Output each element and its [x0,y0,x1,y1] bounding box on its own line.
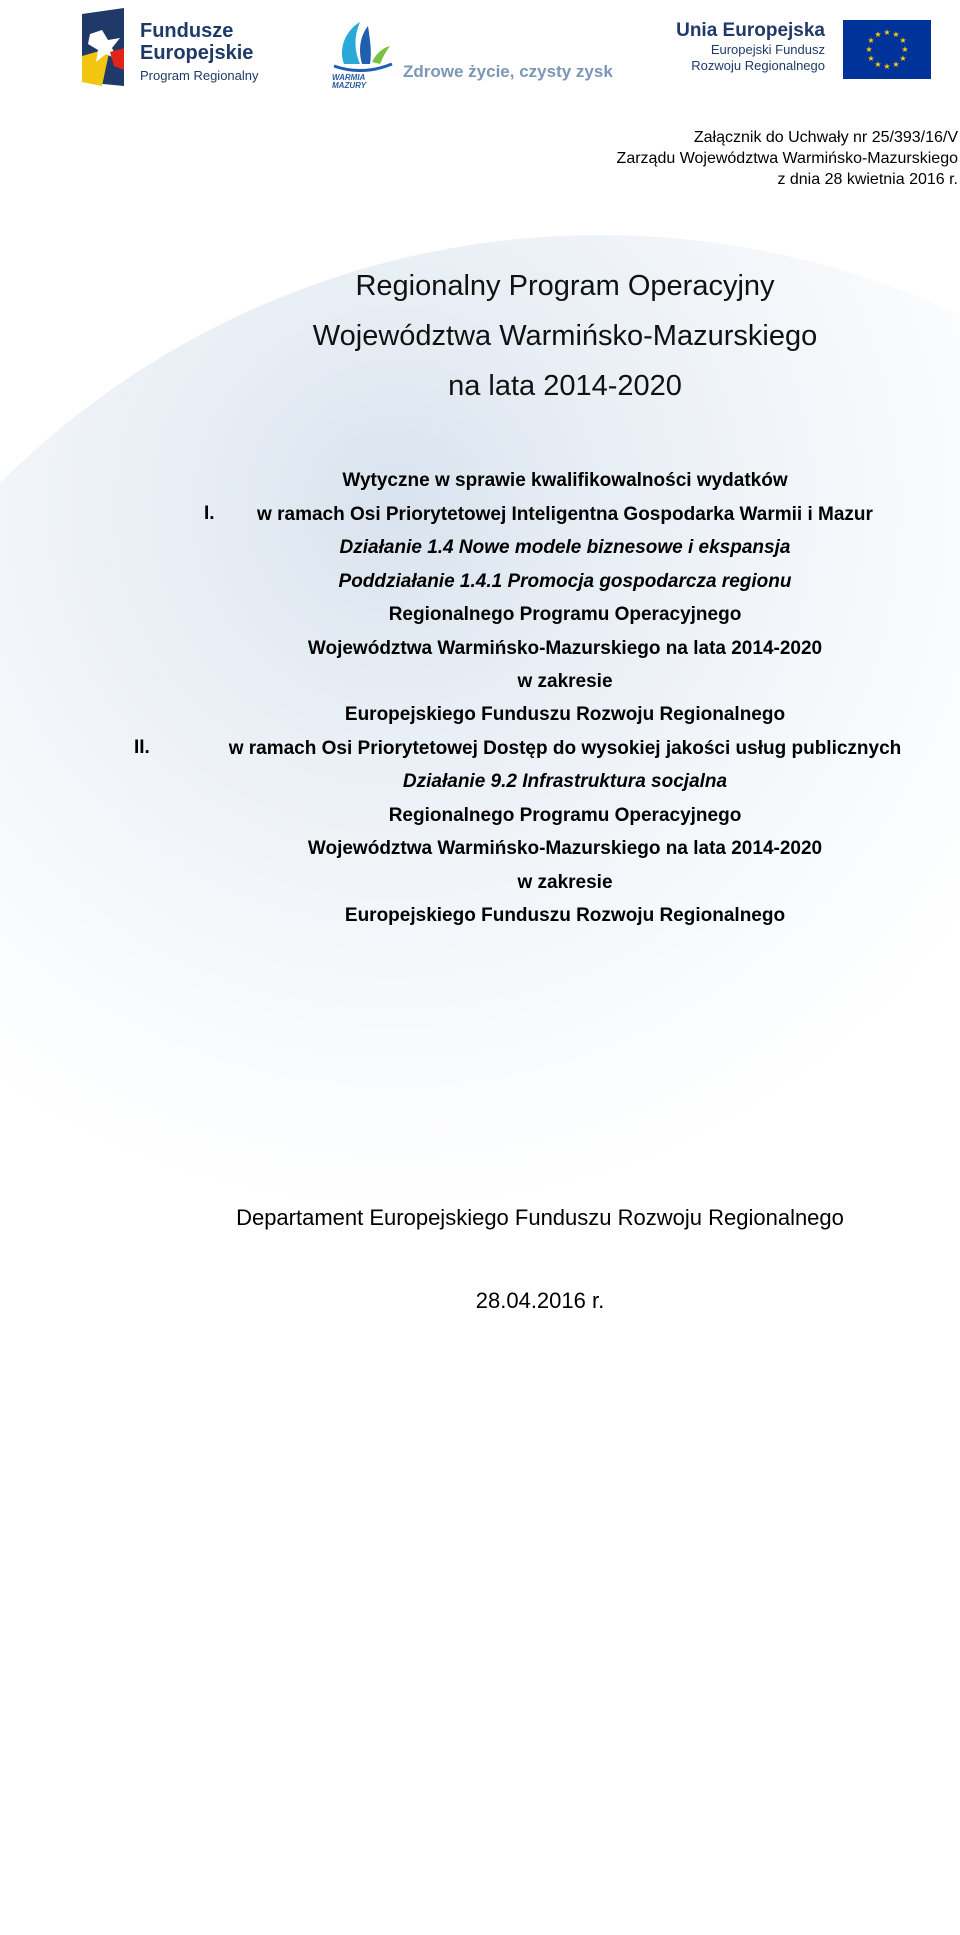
svg-text:★: ★ [883,62,891,71]
unia-europejska-logo [665,18,935,80]
annex-line2: Zarządu Województwa Warmińsko-Mazurskiego [616,150,958,167]
section2-number: II. [134,737,150,758]
warmia-mazury-wordmark [332,74,366,90]
annex-line3: z dnia 28 kwietnia 2016 r. [777,171,958,188]
svg-text:★: ★ [874,60,882,69]
warmia-mazury-sail-icon [330,18,396,74]
section1-program1: Regionalnego Programu Operacyjnego [388,604,742,625]
svg-text:★: ★ [865,45,873,54]
wm-wordmark-line2: MAZURY [332,81,367,90]
warmia-mazury-logo [330,18,620,90]
section2-action: Działanie 9.2 Infrastruktura socjalna [402,771,728,792]
section1-number: I. [204,503,215,524]
eu-flag-icon [843,20,931,79]
section2-program2: Województwa Warmińsko-Mazurskiego na lata 2014-2020 [307,838,823,859]
svg-text:★: ★ [901,45,909,54]
section1-scope: w zakresie [517,671,613,692]
ue-logo-line3: Rozwoju Regionalnego [691,58,825,73]
section1-program2: Województwa Warmińsko-Mazurskiego na lata 2014-2020 [307,638,823,659]
section2-program1: Regionalnego Programu Operacyjnego [388,805,742,826]
svg-text:★: ★ [867,36,875,45]
annex-line1: Załącznik do Uchwały nr 25/393/16/V [693,129,958,146]
department-name: Departament Europejskiego Funduszu Rozwoju Regionalnego [236,1205,844,1230]
svg-text:★: ★ [899,36,907,45]
fe-logo-line1: Fundusze [140,20,234,42]
ue-logo-line2: Europejski Fundusz [710,42,825,57]
title-line1: Regionalny Program Operacyjny [355,270,775,302]
svg-text:★: ★ [892,30,900,39]
document-date: 28.04.2016 r. [475,1288,605,1313]
section1-subaction: Poddziałanie 1.4.1 Promocja gospodarcza regionu [338,571,792,592]
ue-logo-title: Unia Europejska [676,20,825,41]
annex-note [538,127,958,190]
section2-scope: w zakresie [517,872,613,893]
intro-line: Wytyczne w sprawie kwalifikowalności wydatków [342,470,788,491]
title-line3: na lata 2014-2020 [448,370,682,402]
section1-axis: w ramach Osi Priorytetowej Inteligentna Gospodarka Warmii i Mazur [257,504,873,525]
fe-logo-line3: Program Regionalny [140,68,259,83]
fe-star-icon [80,8,136,88]
title-line2: Województwa Warmińsko-Mazurskiego [312,320,818,352]
svg-text:★: ★ [899,54,907,63]
section2-axis: w ramach Osi Priorytetowej Dostęp do wysokiej jakości usług publicznych [228,738,902,759]
fundusze-europejskie-logo [80,8,280,88]
svg-text:★: ★ [883,28,891,37]
section1-fund: Europejskiego Funduszu Rozwoju Regionalnego [344,704,786,725]
section2-fund: Europejskiego Funduszu Rozwoju Regionalnego [344,905,786,926]
section1-action: Działanie 1.4 Nowe modele biznesowe i ekspansja [339,537,791,558]
wm-wordmark-line1: WARMIA [332,73,366,82]
slogan-text: Zdrowe życie, czysty zysk [403,62,613,81]
svg-text:★: ★ [892,60,900,69]
svg-text:★: ★ [874,30,882,39]
svg-text:★: ★ [867,54,875,63]
document-title [170,261,960,411]
fe-logo-line2: Europejskie [140,42,254,64]
